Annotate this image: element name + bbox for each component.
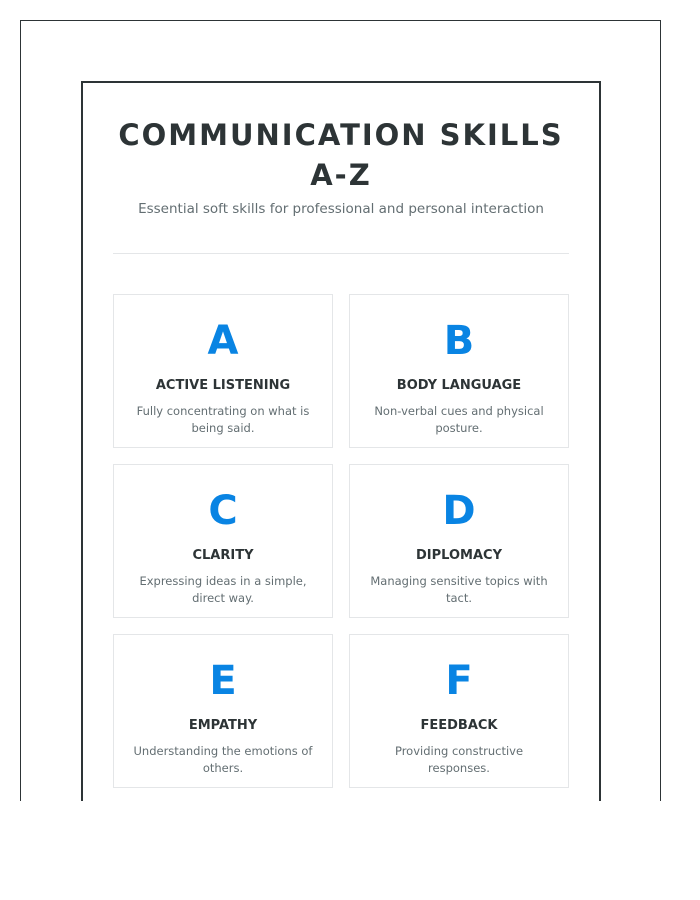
skills-grid	[113, 294, 569, 788]
skill-name: FEEDBACK	[420, 718, 498, 733]
skill-name: CLARITY	[192, 548, 254, 563]
skill-card-f	[349, 634, 569, 788]
skill-name: BODY LANGUAGE	[396, 378, 522, 393]
divider	[113, 253, 569, 254]
page-title: COMMUNICATION SKILLS A-Z	[118, 118, 564, 192]
poster-card	[81, 81, 601, 801]
skill-description: Expressing ideas in a simple, direct way.	[139, 574, 307, 605]
skill-letter: D	[442, 488, 476, 534]
skill-letter: A	[207, 318, 239, 364]
skill-description: Understanding the emotions of others.	[133, 744, 313, 775]
skill-letter: B	[443, 318, 475, 364]
skill-name: DIPLOMACY	[416, 548, 502, 563]
skill-description: Providing constructive responses.	[394, 744, 524, 775]
skill-card-e	[113, 634, 333, 788]
skill-name: EMPATHY	[188, 718, 258, 733]
skill-card-c	[113, 464, 333, 618]
skill-name: ACTIVE LISTENING	[155, 378, 291, 393]
skill-letter: E	[209, 658, 237, 704]
skill-letter: F	[445, 658, 473, 704]
skill-card-a	[113, 294, 333, 448]
skill-card-b	[349, 294, 569, 448]
skill-card-d	[349, 464, 569, 618]
page-subtitle: Essential soft skills for professional and personal interaction	[138, 201, 544, 217]
skill-letter: C	[208, 488, 238, 534]
skill-description: Non-verbal cues and physical posture.	[374, 404, 544, 435]
skill-description: Fully concentrating on what is being said.	[136, 404, 310, 435]
skill-description: Managing sensitive topics with tact.	[370, 574, 548, 605]
